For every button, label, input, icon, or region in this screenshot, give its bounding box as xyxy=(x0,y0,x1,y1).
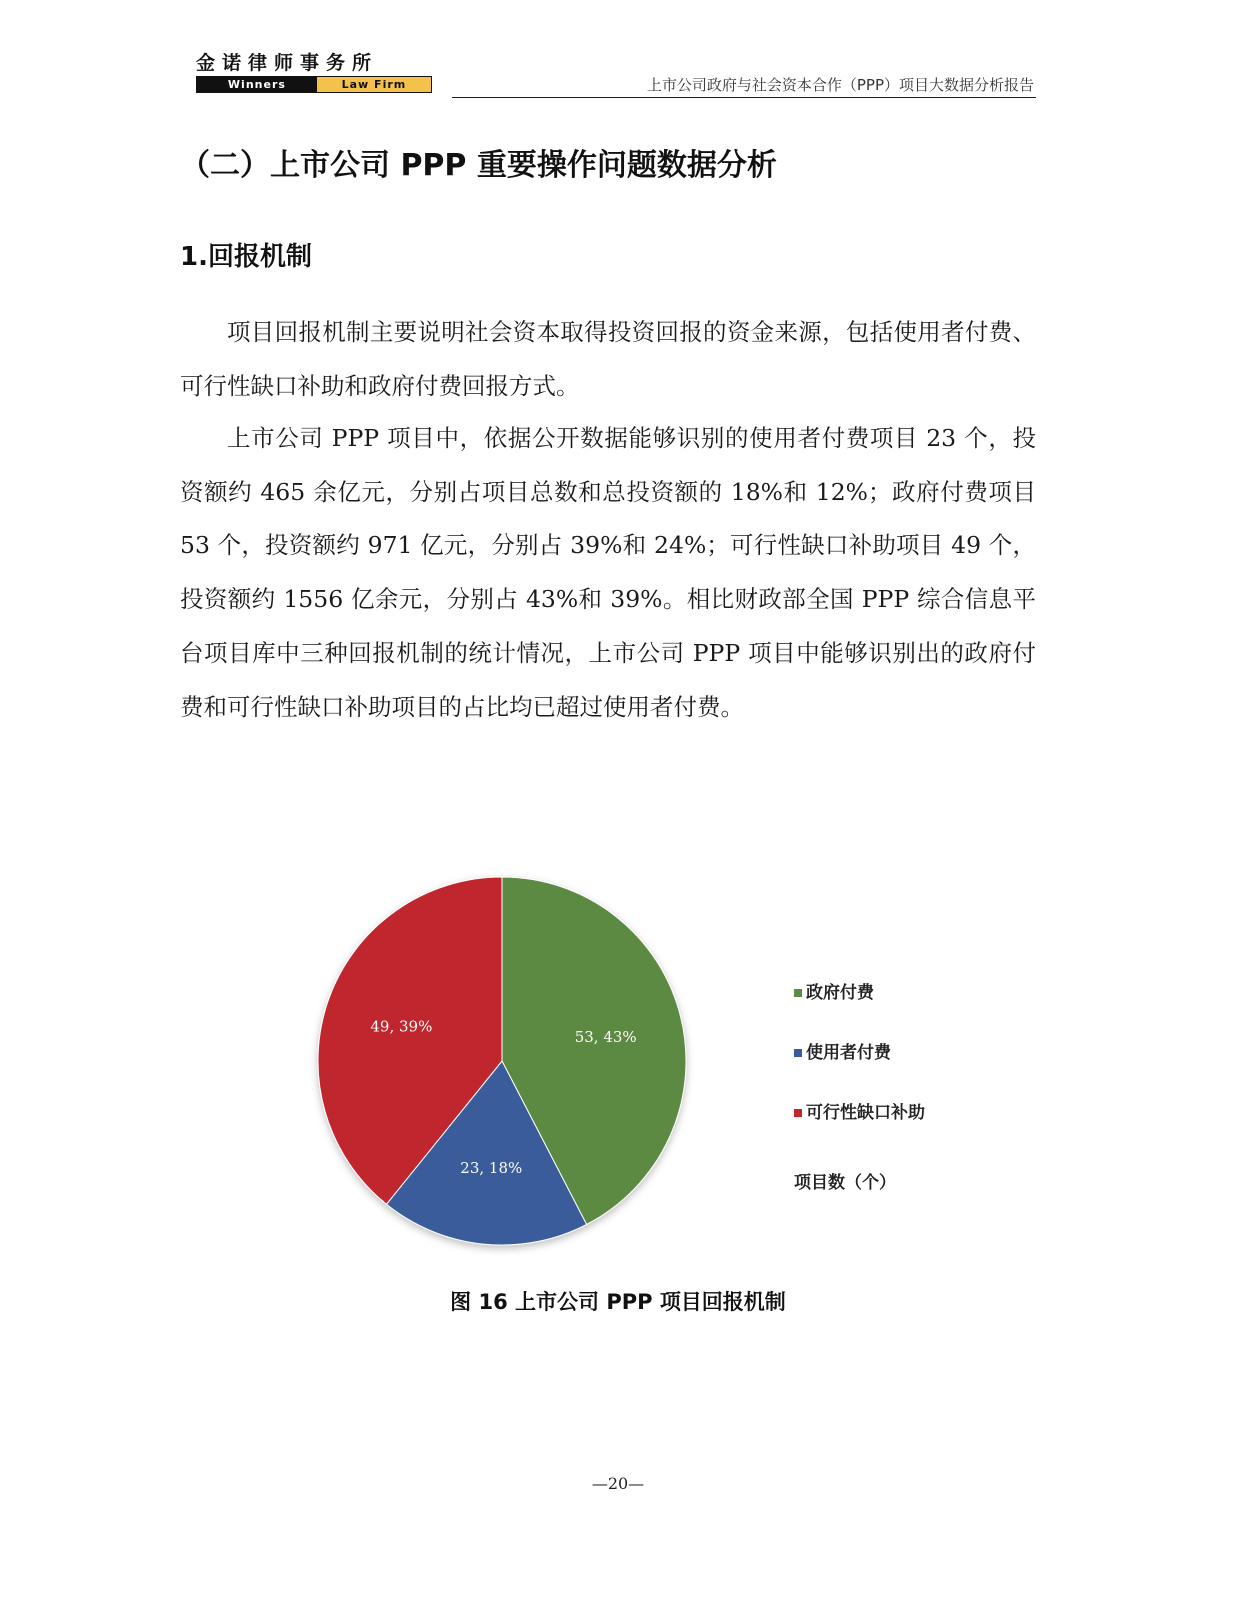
paragraph-2: 上市公司 PPP 项目中，依据公开数据能够识别的使用者付费项目 23 个，投资额约 465 余亿元，分别占项目总数和总投资额的 18%和 12%；政府付费项目 53 个，投资额约 971 亿元，分别占 39%和 24%；可行性缺口补助项目 49 个，投资额约 1556 亿余元，分别占 43%和 39%。相比财政部全国 PPP 综合信息平台项目库中三种回报机制的统计情况，上市公司 PPP 项目中能够识别出的政府付费和可行性缺口补助项目的占比均已超过使用者付费。 xyxy=(180,424,1036,721)
slice-label-3: 49, 39% xyxy=(370,1017,433,1036)
legend-swatch-3 xyxy=(794,1109,802,1117)
logo-english-bar xyxy=(196,76,432,93)
paragraph-1: 项目回报机制主要说明社会资本取得投资回报的资金来源，包括使用者付费、可行性缺口补助和政府付费回报方式。 xyxy=(180,318,1036,400)
chart-legend xyxy=(794,982,925,1123)
chart-title: 项目数（个） xyxy=(794,1173,896,1193)
figure-caption: 图 16 上市公司 PPP 项目回报机制 xyxy=(450,1290,786,1314)
header-divider xyxy=(452,97,1036,98)
pie-chart xyxy=(300,860,980,1270)
legend-label-2: 使用者付费 xyxy=(806,1043,891,1063)
legend-swatch-1 xyxy=(794,989,802,997)
legend-swatch-2 xyxy=(794,1049,802,1057)
logo-english-right: Law Firm xyxy=(317,77,431,92)
page-number: —20— xyxy=(591,1474,645,1493)
sub-heading: 1.回报机制 xyxy=(180,242,312,272)
report-title: 上市公司政府与社会资本合作（PPP）项目大数据分析报告 xyxy=(646,76,1034,94)
logo-chinese-name: 金诺律师事务所 xyxy=(196,52,379,74)
logo-english-left: Winners xyxy=(197,77,317,92)
section-heading: （二）上市公司 PPP 重要操作问题数据分析 xyxy=(180,148,777,183)
legend-label-3: 可行性缺口补助 xyxy=(806,1103,925,1123)
slice-label-2: 23, 18% xyxy=(460,1159,523,1178)
firm-logo xyxy=(196,52,432,93)
legend-label-1: 政府付费 xyxy=(806,983,874,1003)
pie-slices xyxy=(318,877,686,1245)
slice-label-1: 53, 43% xyxy=(574,1027,637,1046)
